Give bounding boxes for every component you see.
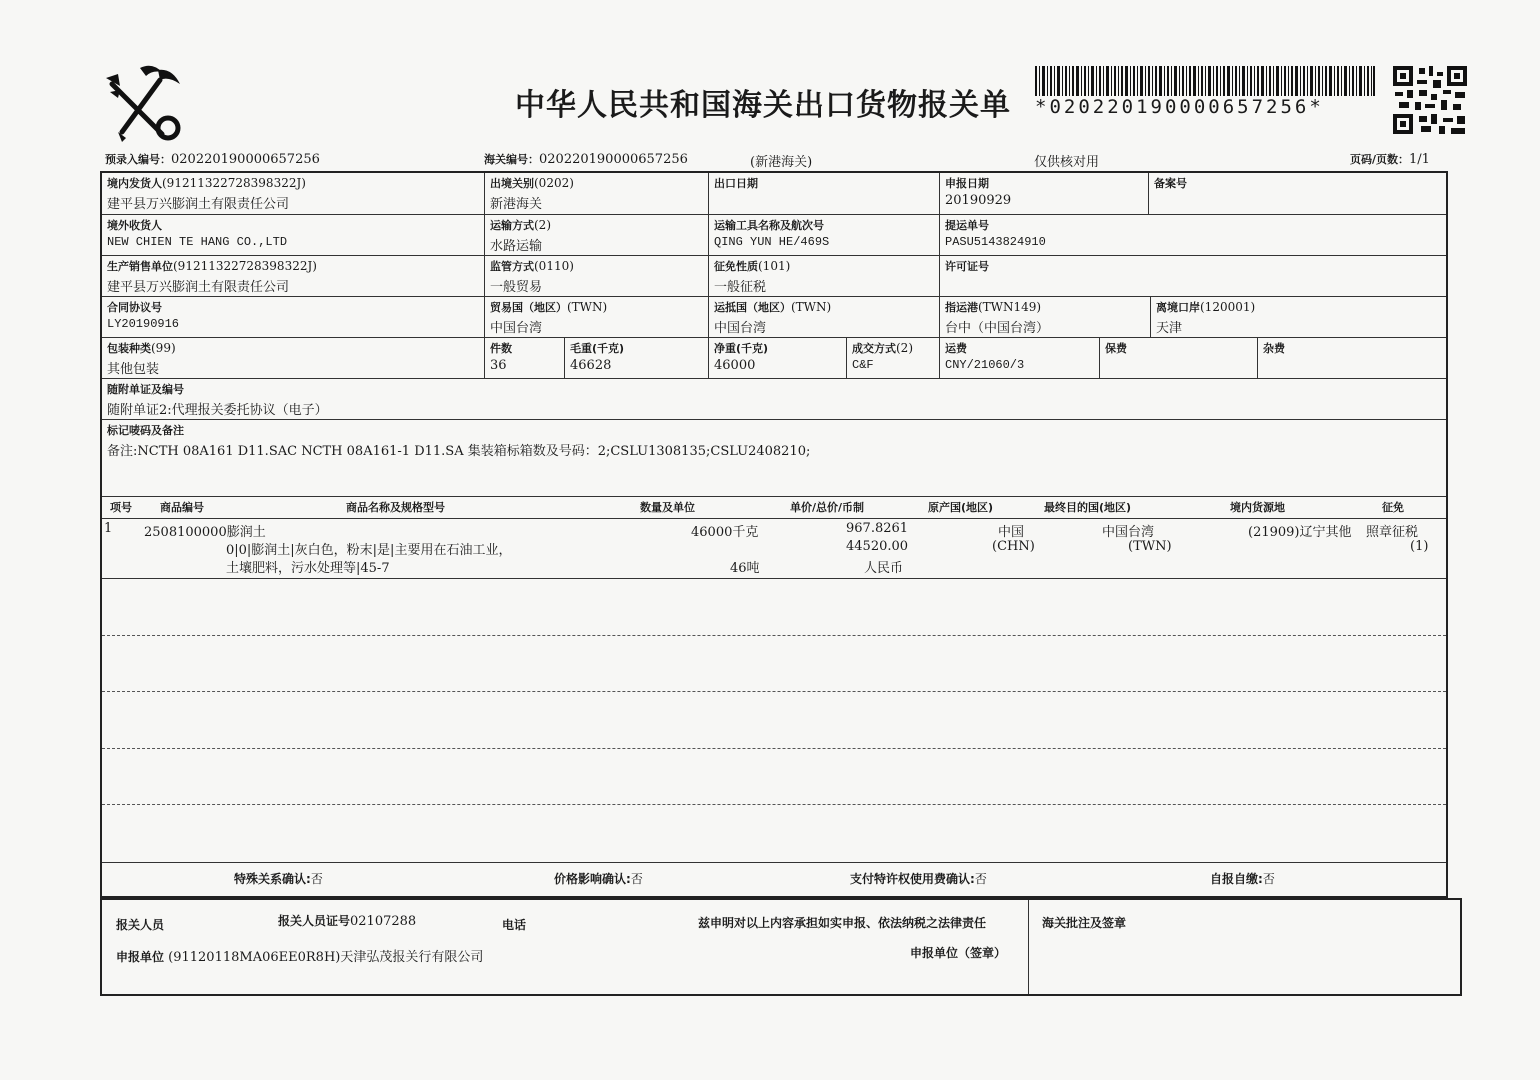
declare-date-cell: 申报日期 20190929 <box>940 173 1149 215</box>
goods-unit-price: 967.8261 <box>846 521 909 536</box>
supervision-value: 一般贸易 <box>490 280 543 295</box>
gross-weight-value: 46628 <box>570 358 612 373</box>
goods-item-row: 1 2508100000膨润土 0|0|膨润土|灰白色，粉末|是|主要用在石油工业， 土壤肥料，污水处理等|45-7 46000千克 46吨 967.8261 44520.00 人民币 中国 (CHN) 中国台湾 (TWN) (21909)辽宁其他 照章征税 (1) <box>102 519 1446 579</box>
customs-approval-label: 海关批注及签章 <box>1042 916 1127 930</box>
trade-country-cell: 贸易国（地区）(TWN) 中国台湾 <box>485 297 709 338</box>
contract-cell: 合同协议号 LY20190916 <box>102 297 485 338</box>
self-pay-confirm: 自报自缴:否 <box>1210 872 1275 886</box>
royalty-confirm: 支付特许权使用费确认:否 <box>850 872 987 886</box>
departure-cell: 离境口岸(120001) 天津 <box>1151 297 1446 338</box>
goods-currency: 人民币 <box>864 561 904 576</box>
consignee-value: NEW CHIEN TE HANG CO.,LTD <box>107 235 288 249</box>
dest-port-value: 台中（中国台湾） <box>945 321 1050 336</box>
goods-final-dest: 中国台湾 <box>1102 525 1155 540</box>
goods-header-row: 项号 商品编号 商品名称及规格型号 数量及单位 单价/总价/币制 原产国(地区) 最终目的国(地区) 境内货源地 征免 <box>102 497 1446 519</box>
bl-value: PASU5143824910 <box>945 235 1046 249</box>
phone-label: 电话 <box>502 918 527 932</box>
net-weight-cell: 净重(千克) 46000 <box>709 338 847 379</box>
seal-label: 申报单位（签章） <box>910 946 1007 960</box>
vessel-value: QING YUN HE/469S <box>714 235 830 249</box>
price-impact-confirm: 价格影响确认:否 <box>554 872 643 886</box>
document-title: 中华人民共和国海关出口货物报关单 <box>515 88 1011 123</box>
goods-row-divider <box>102 804 1446 805</box>
tax-cell: 征免性质(101) 一般征税 <box>709 256 940 297</box>
goods-quantity-legal: 46吨 <box>730 561 760 576</box>
qr-code-image <box>1393 66 1467 134</box>
goods-source: (21909)辽宁其他 <box>1248 525 1352 540</box>
record-no-cell: 备案号 <box>1149 173 1446 215</box>
consignor-cell: 境内发货人(91211322728398322J) 建平县万兴膨润土有限责任公司 <box>102 173 485 215</box>
declarant-label: 报关人员 <box>116 918 165 932</box>
producer-cell: 生产销售单位(91211322728398322J) 建平县万兴膨润土有限责任公司 <box>102 256 485 297</box>
barcode-number: *020220190000657256* <box>1035 96 1324 118</box>
contract-value: LY20190916 <box>107 317 180 331</box>
producer-value: 建平县万兴膨润土有限责任公司 <box>107 280 290 295</box>
dest-port-cell: 指运港(TWN149) 台中（中国台湾） <box>940 297 1151 338</box>
supervision-cell: 监管方式(0110) 一般贸易 <box>485 256 709 297</box>
terms-cell: 成交方式(2) C&F <box>847 338 940 379</box>
consignor-value: 建平县万兴膨润土有限责任公司 <box>107 197 290 212</box>
customs-office: (新港海关) <box>750 155 813 170</box>
pack-cell: 包装种类(99) 其他包装 <box>102 338 485 379</box>
documents-cell: 随附单证及编号 随附单证2:代理报关委托协议（电子） <box>102 379 1446 420</box>
declaration-form <box>100 171 1448 898</box>
vessel-cell: 运输工具名称及航次号 QING YUN HE/469S <box>709 215 940 256</box>
goods-section-end <box>102 862 1446 863</box>
pieces-cell: 件数 36 <box>485 338 565 379</box>
dest-country-value: 中国台湾 <box>714 321 767 336</box>
goods-spec-line1: 0|0|膨润土|灰白色，粉末|是|主要用在石油工业， <box>226 543 512 558</box>
barcode-image <box>1035 66 1375 96</box>
declarant-id: 报关人员证号02107288 <box>278 914 417 929</box>
goods-exemption: 照章征税 <box>1366 525 1419 540</box>
gross-weight-cell: 毛重(千克) 46628 <box>565 338 709 379</box>
misc-fee-cell: 杂费 <box>1258 338 1446 379</box>
net-weight-value: 46000 <box>714 358 756 373</box>
page-indicator: 页码/页数：1/1 <box>1350 152 1430 167</box>
exit-port-value: 新港海关 <box>490 197 543 212</box>
legal-statement: 兹申明对以上内容承担如实申报、依法纳税之法律责任 <box>698 916 987 930</box>
insurance-cell: 保费 <box>1100 338 1258 379</box>
goods-row-divider <box>102 748 1446 749</box>
goods-quantity: 46000千克 <box>691 525 759 540</box>
departure-value: 天津 <box>1156 321 1183 336</box>
customs-number: 海关编号：020220190000657256 <box>484 152 688 167</box>
documents-value: 随附单证2:代理报关委托协议（电子） <box>107 403 328 418</box>
pieces-value: 36 <box>490 358 507 373</box>
goods-total-price: 44520.00 <box>846 539 909 554</box>
consignee-cell: 境外收货人 NEW CHIEN TE HANG CO.,LTD <box>102 215 485 256</box>
freight-value: CNY/21060/3 <box>945 358 1025 372</box>
marks-cell: 标记唛码及备注 备注:NCTH 08A161 D11.SAC NCTH 08A161-1 D11.SA 集装箱标箱数及号码：2;CSLU1308135;CSLU2408210; <box>102 420 1446 497</box>
license-cell: 许可证号 <box>940 256 1446 297</box>
pack-value: 其他包装 <box>107 362 160 377</box>
goods-origin: 中国 <box>998 525 1025 540</box>
customs-emblem-logo <box>100 62 190 144</box>
marks-value: 备注:NCTH 08A161 D11.SAC NCTH 08A161-1 D11.SA 集装箱标箱数及号码：2;CSLU1308135;CSLU2408210; <box>107 444 811 459</box>
declare-unit: 申报单位 (91120118MA06EE0R8H)天津弘茂报关行有限公司 <box>116 950 484 965</box>
declare-date-value: 20190929 <box>945 193 1012 208</box>
goods-hs-name: 2508100000膨润土 <box>144 525 266 540</box>
special-relation-confirm: 特殊关系确认:否 <box>234 872 323 886</box>
declaration-footer <box>100 898 1462 996</box>
tax-value: 一般征税 <box>714 280 767 295</box>
verify-note: 仅供核对用 <box>1034 155 1100 170</box>
bl-cell: 提运单号 PASU5143824910 <box>940 215 1446 256</box>
exit-port-cell: 出境关别(0202) 新港海关 <box>485 173 709 215</box>
terms-value: C&F <box>852 358 874 372</box>
goods-row-divider <box>102 691 1446 692</box>
transport-cell: 运输方式(2) 水路运输 <box>485 215 709 256</box>
preentry-number: 预录入编号：020220190000657256 <box>105 152 320 167</box>
trade-country-value: 中国台湾 <box>490 321 543 336</box>
goods-spec-line2: 土壤肥料，污水处理等|45-7 <box>226 561 390 576</box>
export-date-cell: 出口日期 <box>709 173 940 215</box>
transport-value: 水路运输 <box>490 239 543 254</box>
freight-cell: 运费 CNY/21060/3 <box>940 338 1100 379</box>
goods-row-divider <box>102 635 1446 636</box>
dest-country-cell: 运抵国（地区）(TWN) 中国台湾 <box>709 297 940 338</box>
